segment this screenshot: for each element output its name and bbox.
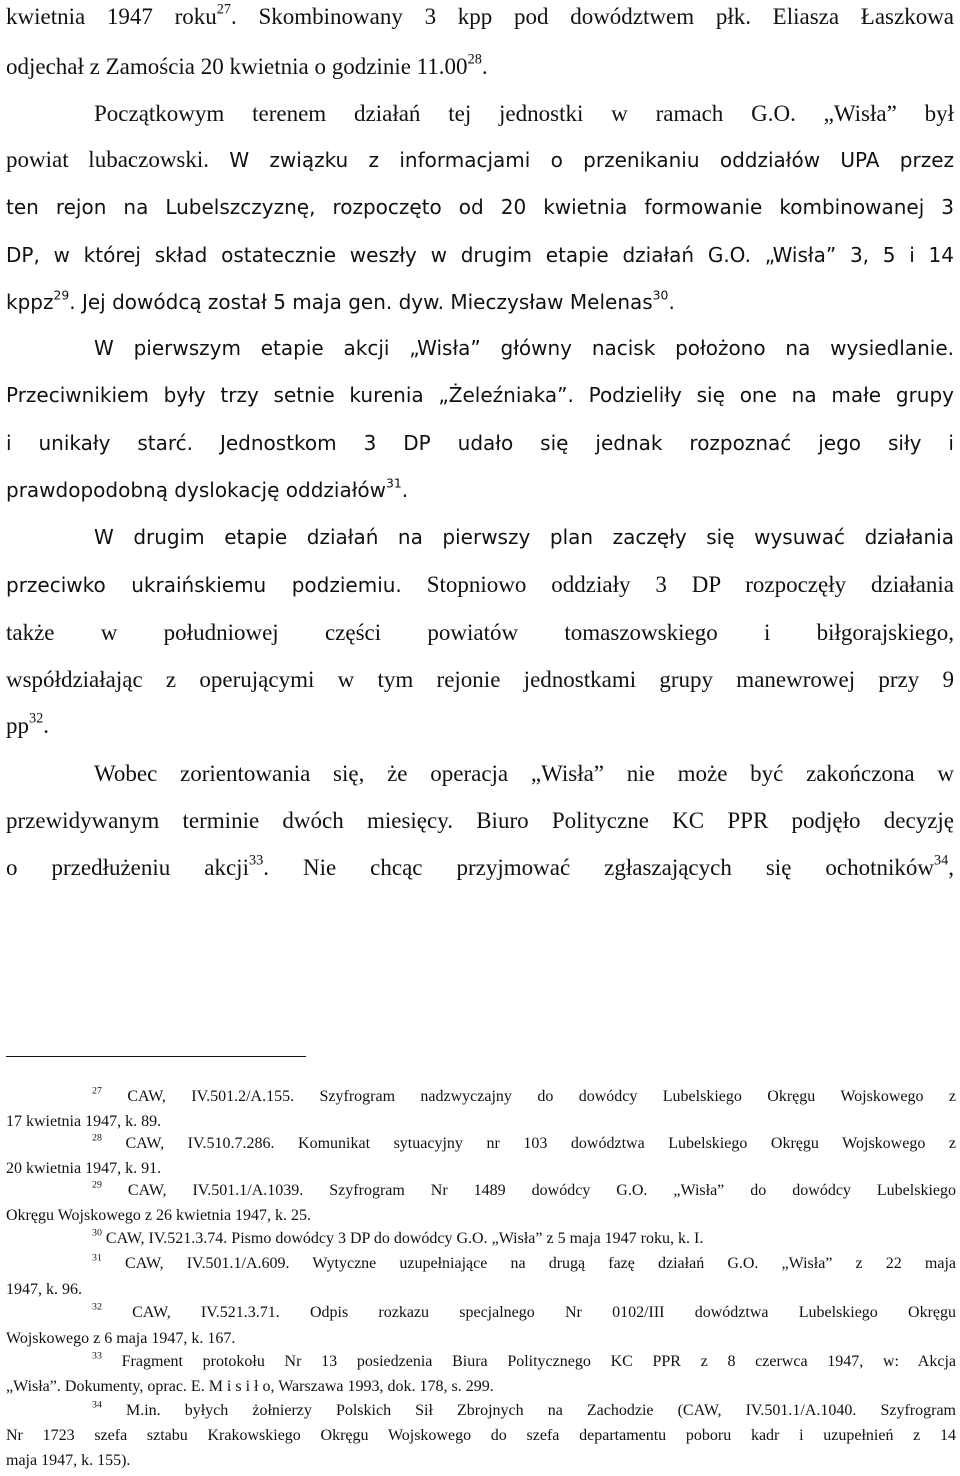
body-line-12: W drugim etapie działań na pierwszy plan zaczęły się wysuwać działania [94,525,954,549]
footnote-27-cont: 17 kwietnia 1947, k. 89. [6,1113,162,1130]
footnote-31-cont: 1947, k. 96. [6,1281,82,1298]
footnote-29: $^{29}$ CAW, IV.501.1/A.1039. Szyfrogram Nr 1489 dowódcy G.O. „Wisła” do dowódcy Lubelskiego [92,1179,957,1199]
body-line-4: powiat lubaczowski. W związku z informacjami o przenikaniu oddziałów UPA przez [6,147,954,172]
footnote-ref-29[interactable]: 29 [53,287,70,303]
footnote-30: $^{30}$ CAW, IV.521.3.74. Pismo dowódcy 3 DP do dowódcy G.O. „Wisła” z 5 maja 1947 roku, k. I. [92,1227,704,1247]
footnote-ref-33[interactable]: 33 [248,852,264,869]
footnote-29-cont: Okręgu Wojskowego z 26 kwietnia 1947, k. 25. [6,1207,312,1224]
footnote-31: $^{31}$ CAW, IV.501.1/A.609. Wytyczne uzupełniające na drugą fazę działań G.O. „Wisła” z 22 maja [92,1252,956,1272]
body-line-15: współdziałając z operującymi w tym rejonie jednostkami grupy manewrowej przy 9 [6,667,954,692]
footnote-separator [6,1056,306,1057]
body-line-16: $pp^{32}$. [6,710,49,738]
footnote-28-cont: 20 kwietnia 1947, k. 91. [6,1160,162,1177]
footnote-27: $^{27}$ CAW, IV.501.2/A.155. Szyfrogram nadzwyczajny do dowódcy Lubelskiego Okręgu Wojskowego z [92,1085,957,1105]
body-line-8: W pierwszym etapie akcji „Wisła” główny nacisk położono na wysiedlanie. [94,336,954,360]
body-line-18: przewidywanym terminie dwóch miesięcy. Biuro Polityczne KC PPR podjęło decyzję [6,808,954,833]
body-line-5: ten rejon na Lubelszczyznę, rozpoczęto od 20 kwietnia formowanie kombinowanej 3 [6,195,954,219]
body-line-10: i unikały starć. Jednostkom 3 DP udało się jednak rozpoznać jego siły i [6,431,954,455]
body-line-1: kwietnia 1947 roku$^{27}$. Skombinowany 3 kpp pod dowództwem płk. Eliasza Łaszkowa [6,1,955,29]
body-line-3: Początkowym terenem działań tej jednostki w ramach G.O. „Wisła” był [94,101,954,126]
body-line-11: prawdopodobną dyslokację oddziałów$^{31}$. [6,475,409,502]
body-line-17: Wobec zorientowania się, że operacja „Wisła” nie może być zakończona w [94,761,954,786]
footnote-34: $^{34}$ M.in. byłych żołnierzy Polskich Sił Zbrojnych na Zachodzie (CAW, IV.501.1/A.1040. Szyfrogram [92,1399,957,1419]
footnote-ref-27[interactable]: 27 [216,1,232,18]
footnote-32: $^{32}$ CAW, IV.521.3.71. Odpis rozkazu specjalnego Nr 0102/III dowództwa Lubelskiego Okręgu [92,1301,956,1321]
footnote-ref-34[interactable]: 34 [934,852,949,869]
footnote-ref-32[interactable]: 32 [29,710,44,727]
body-line-2: odjechał z Zamościa 20 kwietnia o godzinie 11.00$^{28}$. [6,51,488,79]
footnote-ref-28[interactable]: 28 [467,51,482,68]
footnote-33: $^{33}$ Fragment protokołu Nr 13 posiedzenia Biura Politycznego KC PPR z 8 czerwca 1947, w: Akcja [92,1350,956,1370]
footnote-33-cont: „Wisła”. Dokumenty, oprac. E. M i s i ł o, Warszawa 1993, dok. 178, s. 299. [6,1378,494,1395]
body-line-13: przeciwko ukraińskiemu podziemiu. Stopniowo oddziały 3 DP rozpoczęły działania [6,572,954,597]
body-line-7: kppz$^{29}$. Jej dowódcą został 5 maja gen. dyw. Mieczysław Melenas$^{30}$. [6,287,675,314]
footnote-34-cont: Nr 1723 szefa sztabu Krakowskiego Okręgu Wojskowego do szefa departamentu poboru kadr i uzupełnień z 14 [6,1427,956,1444]
footnote-ref-31[interactable]: 31 [385,475,402,491]
body-line-14: także w południowej części powiatów tomaszowskiego i biłgorajskiego, [6,620,954,645]
footnote-ref-30[interactable]: 30 [652,287,669,303]
footnote-32-cont: Wojskowego z 6 maja 1947, k. 167. [6,1330,236,1347]
body-line-6: DP, w której skład ostatecznie weszły w drugim etapie działań G.O. „Wisła” 3, 5 i 14 [6,243,954,267]
body-line-9: Przeciwnikiem były trzy setnie kurenia „Żeleźniaka”. Podzieliły się one na małe grupy [6,383,954,407]
body-line-19: o przedłużeniu akcji$^{33}$. Nie chcąc przyjmować zgłaszających się ochotników$^{34}$, [6,852,954,880]
footnote-34-cont2: maja 1947, k. 155). [6,1452,131,1469]
footnote-28: $^{28}$ CAW, IV.510.7.286. Komunikat sytuacyjny nr 103 dowództwa Lubelskiego Okręgu Wojskowego z [92,1132,957,1152]
